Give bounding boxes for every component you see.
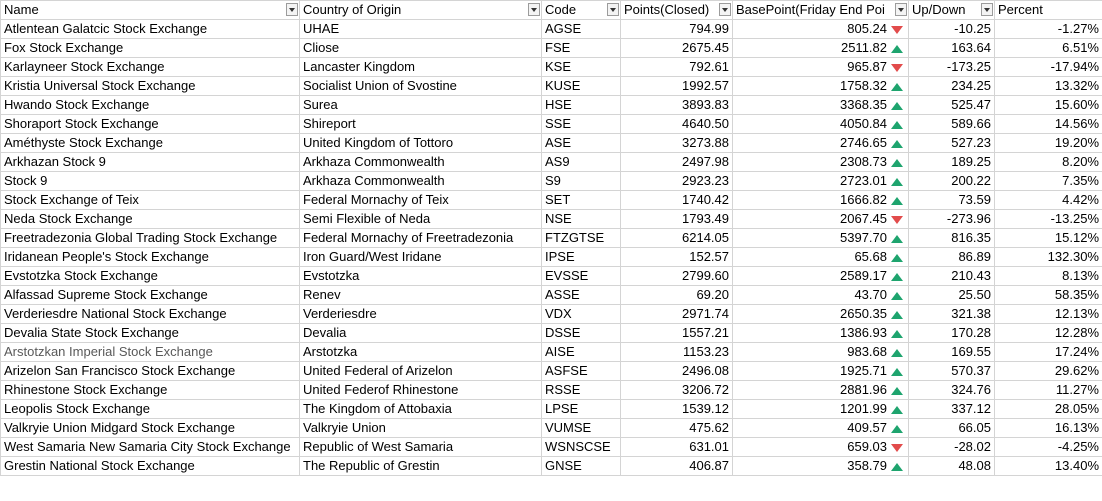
cell-country[interactable]: Federal Mornachy of Freetradezonia	[300, 229, 542, 248]
cell-updown[interactable]: 66.05	[909, 419, 995, 438]
cell-country[interactable]: Devalia	[300, 324, 542, 343]
up-arrow-icon	[891, 406, 903, 414]
cell-percent[interactable]: 12.28%	[995, 324, 1102, 343]
basepoint-value: 805.24	[847, 21, 887, 36]
cell-name[interactable]: Rhinestone Stock Exchange	[1, 381, 300, 400]
table-row[interactable]	[1, 324, 1102, 343]
cell-country[interactable]: Republic of West Samaria	[300, 438, 542, 457]
cell-code[interactable]: EVSSE	[542, 267, 621, 286]
cell-points[interactable]: 2799.60	[621, 267, 733, 286]
table-body	[1, 20, 1102, 476]
cell-basepoint[interactable]	[733, 267, 909, 286]
cell-name[interactable]: Neda Stock Exchange	[1, 210, 300, 229]
cell-updown[interactable]: -173.25	[909, 58, 995, 77]
up-arrow-icon	[891, 45, 903, 53]
cell-percent[interactable]: 14.56%	[995, 115, 1102, 134]
filter-dropdown-icon[interactable]	[607, 3, 619, 16]
cell-basepoint[interactable]	[733, 286, 909, 305]
cell-points[interactable]: 794.99	[621, 20, 733, 39]
cell-basepoint[interactable]	[733, 229, 909, 248]
cell-percent[interactable]: 8.13%	[995, 267, 1102, 286]
down-arrow-icon	[891, 216, 903, 224]
cell-country[interactable]: The Kingdom of Attobaxia	[300, 400, 542, 419]
table-row[interactable]	[1, 58, 1102, 77]
basepoint-value: 1201.99	[840, 401, 887, 416]
up-arrow-icon	[891, 178, 903, 186]
basepoint-value: 2881.96	[840, 382, 887, 397]
cell-updown[interactable]: 163.64	[909, 39, 995, 58]
cell-percent[interactable]: 19.20%	[995, 134, 1102, 153]
cell-updown[interactable]: 234.25	[909, 77, 995, 96]
cell-country[interactable]: Arkhaza Commonwealth	[300, 172, 542, 191]
cell-name[interactable]: Freetradezonia Global Trading Stock Exchange	[1, 229, 300, 248]
filter-dropdown-icon[interactable]	[895, 3, 907, 16]
table-row[interactable]	[1, 362, 1102, 381]
up-arrow-icon	[891, 159, 903, 167]
cell-updown[interactable]: 86.89	[909, 248, 995, 267]
cell-updown[interactable]: 73.59	[909, 191, 995, 210]
cell-name[interactable]: Karlayneer Stock Exchange	[1, 58, 300, 77]
cell-updown[interactable]: 324.76	[909, 381, 995, 400]
cell-basepoint[interactable]	[733, 324, 909, 343]
cell-basepoint[interactable]	[733, 381, 909, 400]
up-arrow-icon	[891, 311, 903, 319]
up-arrow-icon	[891, 140, 903, 148]
cell-country[interactable]: The Republic of Grestin	[300, 457, 542, 476]
table-row[interactable]	[1, 77, 1102, 96]
table-row[interactable]	[1, 115, 1102, 134]
cell-percent[interactable]: -17.94%	[995, 58, 1102, 77]
cell-name[interactable]: Arizelon San Francisco Stock Exchange	[1, 362, 300, 381]
cell-country[interactable]: Verderiesdre	[300, 305, 542, 324]
down-arrow-icon	[891, 64, 903, 72]
column-header-basepoint	[733, 1, 909, 20]
cell-name[interactable]: Alfassad Supreme Stock Exchange	[1, 286, 300, 305]
up-arrow-icon	[891, 330, 903, 338]
cell-code[interactable]: VDX	[542, 305, 621, 324]
cell-code[interactable]: SET	[542, 191, 621, 210]
cell-name[interactable]: Grestin National Stock Exchange	[1, 457, 300, 476]
cell-updown[interactable]: 210.43	[909, 267, 995, 286]
up-arrow-icon	[891, 368, 903, 376]
table-row[interactable]	[1, 286, 1102, 305]
cell-updown[interactable]: 48.08	[909, 457, 995, 476]
cell-percent[interactable]: 6.51%	[995, 39, 1102, 58]
cell-name[interactable]: Leopolis Stock Exchange	[1, 400, 300, 419]
cell-country[interactable]: United Federal of Arizelon	[300, 362, 542, 381]
table-row[interactable]	[1, 153, 1102, 172]
cell-basepoint[interactable]	[733, 343, 909, 362]
cell-percent[interactable]: 11.27%	[995, 381, 1102, 400]
cell-name[interactable]: Stock Exchange of Teix	[1, 191, 300, 210]
table-row[interactable]	[1, 457, 1102, 476]
cell-country[interactable]: Federal Mornachy of Teix	[300, 191, 542, 210]
table-row[interactable]	[1, 343, 1102, 362]
cell-basepoint[interactable]	[733, 400, 909, 419]
table-row[interactable]	[1, 229, 1102, 248]
table-row[interactable]	[1, 191, 1102, 210]
cell-points[interactable]: 4640.50	[621, 115, 733, 134]
cell-country[interactable]: Surea	[300, 96, 542, 115]
cell-country[interactable]: United Kingdom of Tottoro	[300, 134, 542, 153]
up-arrow-icon	[891, 425, 903, 433]
cell-country[interactable]: Cliose	[300, 39, 542, 58]
cell-country[interactable]: Lancaster Kingdom	[300, 58, 542, 77]
cell-basepoint[interactable]	[733, 58, 909, 77]
table-row[interactable]	[1, 400, 1102, 419]
cell-code[interactable]: ASFSE	[542, 362, 621, 381]
cell-country[interactable]: UHAE	[300, 20, 542, 39]
cell-updown[interactable]: 527.23	[909, 134, 995, 153]
header-label: Name	[4, 2, 39, 17]
cell-code[interactable]: AISE	[542, 343, 621, 362]
cell-percent[interactable]: 16.13%	[995, 419, 1102, 438]
cell-country[interactable]: Iron Guard/West Iridane	[300, 248, 542, 267]
up-arrow-icon	[891, 387, 903, 395]
cell-code[interactable]: HSE	[542, 96, 621, 115]
cell-points[interactable]: 1740.42	[621, 191, 733, 210]
down-arrow-icon	[891, 26, 903, 34]
up-arrow-icon	[891, 292, 903, 300]
up-arrow-icon	[891, 254, 903, 262]
cell-basepoint[interactable]	[733, 20, 909, 39]
up-arrow-icon	[891, 197, 903, 205]
cell-updown[interactable]: -273.96	[909, 210, 995, 229]
filter-dropdown-icon[interactable]	[719, 3, 731, 16]
cell-code[interactable]: NSE	[542, 210, 621, 229]
cell-basepoint[interactable]	[733, 39, 909, 58]
up-arrow-icon	[891, 273, 903, 281]
filter-dropdown-icon[interactable]	[528, 3, 540, 16]
table-row[interactable]	[1, 172, 1102, 191]
cell-name[interactable]: Shoraport Stock Exchange	[1, 115, 300, 134]
column-header-points	[621, 1, 733, 20]
cell-code[interactable]: AS9	[542, 153, 621, 172]
cell-percent[interactable]: -13.25%	[995, 210, 1102, 229]
cell-points[interactable]: 792.61	[621, 58, 733, 77]
cell-code[interactable]: FTZGTSE	[542, 229, 621, 248]
cell-points[interactable]: 2675.45	[621, 39, 733, 58]
cell-code[interactable]: DSSE	[542, 324, 621, 343]
cell-name[interactable]: Arkhazan Stock 9	[1, 153, 300, 172]
column-header-updown	[909, 1, 995, 20]
basepoint-value: 65.68	[854, 249, 887, 264]
cell-points[interactable]: 2971.74	[621, 305, 733, 324]
cell-percent[interactable]: 29.62%	[995, 362, 1102, 381]
table-row[interactable]	[1, 134, 1102, 153]
cell-basepoint[interactable]	[733, 438, 909, 457]
cell-country[interactable]: Renev	[300, 286, 542, 305]
cell-code[interactable]: KUSE	[542, 77, 621, 96]
basepoint-value: 659.03	[847, 439, 887, 454]
header-label: Country of Origin	[303, 2, 402, 17]
cell-points[interactable]: 69.20	[621, 286, 733, 305]
cell-code[interactable]: GNSE	[542, 457, 621, 476]
cell-updown[interactable]: 589.66	[909, 115, 995, 134]
table-row[interactable]	[1, 248, 1102, 267]
cell-updown[interactable]: -10.25	[909, 20, 995, 39]
cell-name[interactable]: West Samaria New Samaria City Stock Exchange	[1, 438, 300, 457]
cell-points[interactable]: 3273.88	[621, 134, 733, 153]
cell-percent[interactable]: -1.27%	[995, 20, 1102, 39]
cell-updown[interactable]: -28.02	[909, 438, 995, 457]
cell-code[interactable]: KSE	[542, 58, 621, 77]
basepoint-value: 2723.01	[840, 173, 887, 188]
up-arrow-icon	[891, 349, 903, 357]
cell-basepoint[interactable]	[733, 77, 909, 96]
cell-percent[interactable]: 13.40%	[995, 457, 1102, 476]
cell-points[interactable]: 1557.21	[621, 324, 733, 343]
cell-code[interactable]: SSE	[542, 115, 621, 134]
basepoint-value: 2308.73	[840, 154, 887, 169]
basepoint-value: 2746.65	[840, 135, 887, 150]
cell-points[interactable]: 1539.12	[621, 400, 733, 419]
cell-points[interactable]: 631.01	[621, 438, 733, 457]
column-header-code	[542, 1, 621, 20]
cell-points[interactable]: 3206.72	[621, 381, 733, 400]
cell-basepoint[interactable]	[733, 457, 909, 476]
basepoint-value: 1758.32	[840, 78, 887, 93]
cell-code[interactable]: ASSE	[542, 286, 621, 305]
basepoint-value: 2589.17	[840, 268, 887, 283]
cell-code[interactable]: VUMSE	[542, 419, 621, 438]
cell-points[interactable]: 406.87	[621, 457, 733, 476]
cell-points[interactable]: 1992.57	[621, 77, 733, 96]
table-row[interactable]	[1, 381, 1102, 400]
cell-basepoint[interactable]	[733, 172, 909, 191]
cell-percent[interactable]: 132.30%	[995, 248, 1102, 267]
cell-name[interactable]: Atlentean Galatcic Stock Exchange	[1, 20, 300, 39]
cell-updown[interactable]: 170.28	[909, 324, 995, 343]
up-arrow-icon	[891, 83, 903, 91]
basepoint-value: 2511.82	[840, 40, 887, 55]
header-row	[1, 1, 1102, 20]
cell-points[interactable]: 6214.05	[621, 229, 733, 248]
cell-updown[interactable]: 570.37	[909, 362, 995, 381]
cell-code[interactable]: S9	[542, 172, 621, 191]
cell-percent[interactable]: 13.32%	[995, 77, 1102, 96]
cell-name[interactable]: Verderiesdre National Stock Exchange	[1, 305, 300, 324]
cell-code[interactable]: ASE	[542, 134, 621, 153]
cell-name[interactable]: Devalia State Stock Exchange	[1, 324, 300, 343]
up-arrow-icon	[891, 463, 903, 471]
cell-basepoint[interactable]	[733, 191, 909, 210]
basepoint-value: 2067.45	[840, 211, 887, 226]
up-arrow-icon	[891, 235, 903, 243]
cell-basepoint[interactable]	[733, 362, 909, 381]
down-arrow-icon	[891, 444, 903, 452]
table-row[interactable]	[1, 210, 1102, 229]
basepoint-value: 3368.35	[840, 97, 887, 112]
basepoint-value: 4050.84	[840, 116, 887, 131]
cell-percent[interactable]: 15.60%	[995, 96, 1102, 115]
cell-updown[interactable]: 25.50	[909, 286, 995, 305]
cell-percent[interactable]: 28.05%	[995, 400, 1102, 419]
table-row[interactable]	[1, 96, 1102, 115]
cell-country[interactable]: United Federof Rhinestone	[300, 381, 542, 400]
cell-country[interactable]: Shireport	[300, 115, 542, 134]
cell-name[interactable]: Hwando Stock Exchange	[1, 96, 300, 115]
cell-basepoint[interactable]	[733, 248, 909, 267]
cell-name[interactable]: Améthyste Stock Exchange	[1, 134, 300, 153]
basepoint-value: 5397.70	[840, 230, 887, 245]
cell-name[interactable]: Evstotzka Stock Exchange	[1, 267, 300, 286]
table-row[interactable]	[1, 267, 1102, 286]
cell-points[interactable]: 2496.08	[621, 362, 733, 381]
basepoint-value: 1925.71	[840, 363, 887, 378]
basepoint-value: 983.68	[847, 344, 887, 359]
cell-country[interactable]: Arkhaza Commonwealth	[300, 153, 542, 172]
header-label: Percent	[998, 2, 1043, 17]
header-label: BasePoint(Friday End Poi	[736, 2, 885, 17]
cell-basepoint[interactable]	[733, 419, 909, 438]
header-label: Code	[545, 2, 577, 17]
cell-percent[interactable]: 7.35%	[995, 172, 1102, 191]
cell-name[interactable]: Kristia Universal Stock Exchange	[1, 77, 300, 96]
column-header-percent	[995, 1, 1102, 20]
cell-percent[interactable]: 12.13%	[995, 305, 1102, 324]
cell-percent[interactable]: 8.20%	[995, 153, 1102, 172]
table-row[interactable]	[1, 305, 1102, 324]
cell-basepoint[interactable]	[733, 96, 909, 115]
cell-name[interactable]: Valkryie Union Midgard Stock Exchange	[1, 419, 300, 438]
cell-percent[interactable]: 17.24%	[995, 343, 1102, 362]
cell-basepoint[interactable]	[733, 115, 909, 134]
cell-basepoint[interactable]	[733, 153, 909, 172]
cell-code[interactable]: FSE	[542, 39, 621, 58]
cell-updown[interactable]: 200.22	[909, 172, 995, 191]
filter-dropdown-icon[interactable]	[981, 3, 993, 16]
cell-points[interactable]: 1793.49	[621, 210, 733, 229]
basepoint-value: 43.70	[854, 287, 887, 302]
table-row[interactable]	[1, 419, 1102, 438]
table-row[interactable]	[1, 20, 1102, 39]
cell-points[interactable]: 1153.23	[621, 343, 733, 362]
cell-country[interactable]: Evstotzka	[300, 267, 542, 286]
cell-updown[interactable]: 189.25	[909, 153, 995, 172]
column-header-country	[300, 1, 542, 20]
cell-updown[interactable]: 169.55	[909, 343, 995, 362]
cell-name[interactable]: Fox Stock Exchange	[1, 39, 300, 58]
cell-updown[interactable]: 321.38	[909, 305, 995, 324]
cell-updown[interactable]: 816.35	[909, 229, 995, 248]
cell-percent[interactable]: 15.12%	[995, 229, 1102, 248]
cell-name[interactable]: Arstotzkan Imperial Stock Exchange	[1, 343, 300, 362]
basepoint-value: 1386.93	[840, 325, 887, 340]
cell-code[interactable]: IPSE	[542, 248, 621, 267]
table-row[interactable]	[1, 39, 1102, 58]
cell-points[interactable]: 475.62	[621, 419, 733, 438]
filter-dropdown-icon[interactable]	[286, 3, 298, 16]
cell-points[interactable]: 152.57	[621, 248, 733, 267]
basepoint-value: 409.57	[847, 420, 887, 435]
cell-code[interactable]: AGSE	[542, 20, 621, 39]
cell-percent[interactable]: -4.25%	[995, 438, 1102, 457]
cell-percent[interactable]: 58.35%	[995, 286, 1102, 305]
column-header-name	[1, 1, 300, 20]
cell-basepoint[interactable]	[733, 305, 909, 324]
cell-country[interactable]: Socialist Union of Svostine	[300, 77, 542, 96]
basepoint-value: 2650.35	[840, 306, 887, 321]
cell-points[interactable]: 2923.23	[621, 172, 733, 191]
up-arrow-icon	[891, 121, 903, 129]
up-arrow-icon	[891, 102, 903, 110]
cell-basepoint[interactable]	[733, 210, 909, 229]
cell-code[interactable]: WSNSCSE	[542, 438, 621, 457]
cell-points[interactable]: 3893.83	[621, 96, 733, 115]
cell-updown[interactable]: 525.47	[909, 96, 995, 115]
cell-basepoint[interactable]	[733, 134, 909, 153]
cell-code[interactable]: LPSE	[542, 400, 621, 419]
cell-code[interactable]: RSSE	[542, 381, 621, 400]
cell-updown[interactable]: 337.12	[909, 400, 995, 419]
cell-percent[interactable]: 4.42%	[995, 191, 1102, 210]
header-label: Points(Closed)	[624, 2, 710, 17]
cell-name[interactable]: Iridanean People's Stock Exchange	[1, 248, 300, 267]
cell-name[interactable]: Stock 9	[1, 172, 300, 191]
cell-country[interactable]: Arstotzka	[300, 343, 542, 362]
cell-country[interactable]: Semi Flexible of Neda	[300, 210, 542, 229]
table-row[interactable]	[1, 438, 1102, 457]
basepoint-value: 965.87	[847, 59, 887, 74]
cell-points[interactable]: 2497.98	[621, 153, 733, 172]
header-label: Up/Down	[912, 2, 966, 17]
basepoint-value: 358.79	[847, 458, 887, 473]
cell-country[interactable]: Valkryie Union	[300, 419, 542, 438]
basepoint-value: 1666.82	[840, 192, 887, 207]
